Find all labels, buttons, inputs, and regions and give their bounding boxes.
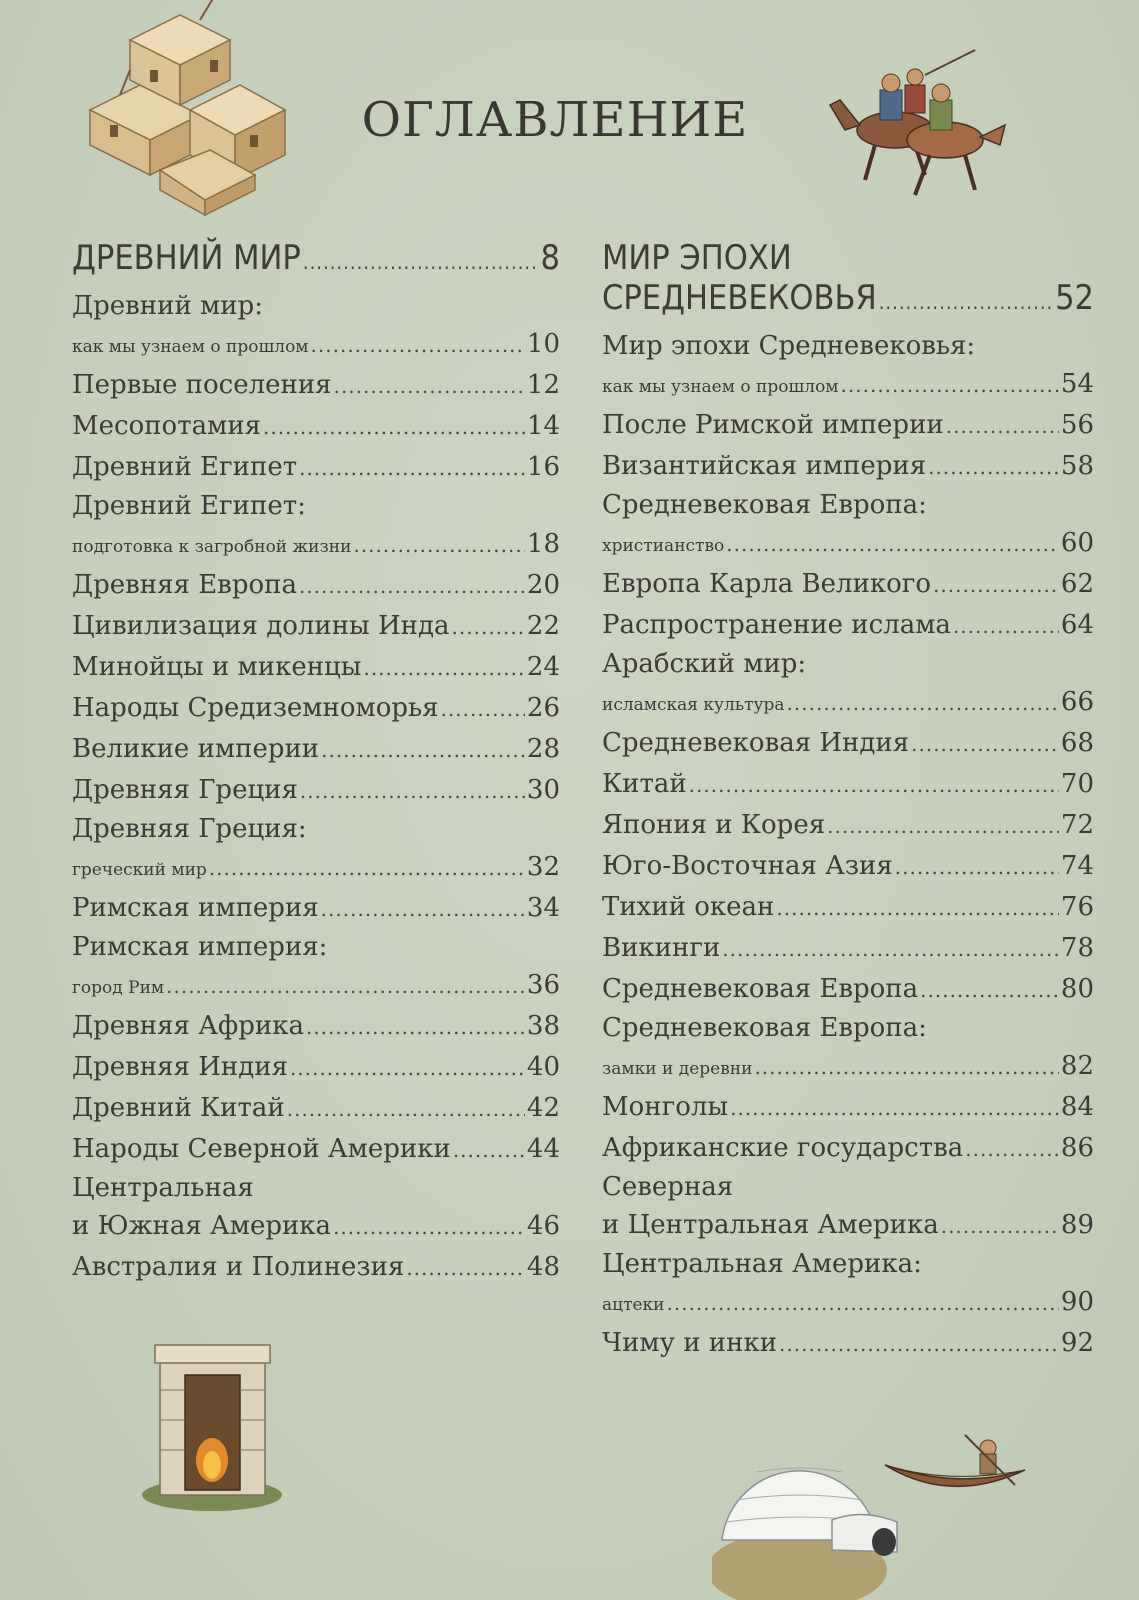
leader-dots <box>263 415 525 439</box>
entry-title: Япония и Корея <box>602 810 826 840</box>
leader-dots <box>363 656 524 680</box>
entry-page-number: 12 <box>526 370 560 400</box>
leader-dots <box>920 978 1059 1002</box>
entry-page-number: 72 <box>1060 810 1094 840</box>
entry-title: христианство <box>602 536 725 556</box>
toc-entry[interactable] <box>602 446 1094 487</box>
leader-dots <box>299 456 525 480</box>
entry-title: исламская культура <box>602 695 785 715</box>
stone-doorway-illustration <box>140 1335 285 1515</box>
entry-page-number: 89 <box>1060 1210 1094 1240</box>
leader-dots <box>299 574 525 598</box>
entry-page-number: 62 <box>1060 569 1094 599</box>
entry-page-number: 84 <box>1060 1092 1094 1122</box>
entry-title: Византийская империя <box>602 451 927 481</box>
entry-title: После Римской империи <box>602 410 944 440</box>
entry-title: Древний Египет: <box>72 491 306 521</box>
leader-dots <box>303 242 539 282</box>
entry-page-number: 68 <box>1060 728 1094 758</box>
entry-page-number: 64 <box>1060 610 1094 640</box>
entry-title: Монголы <box>602 1092 729 1122</box>
entry-title: Древняя Греция: <box>72 814 307 844</box>
entry-title: Средневековая Европа: <box>602 490 927 520</box>
entry-title: Минойцы и микенцы <box>72 652 362 682</box>
leader-dots <box>911 732 1059 756</box>
toc-entry[interactable] <box>72 688 560 729</box>
toc-entry[interactable] <box>602 405 1094 446</box>
leader-dots <box>689 773 1059 797</box>
toc-entry[interactable] <box>602 805 1094 846</box>
entry-title: Месопотамия <box>72 411 262 441</box>
toc-entry[interactable] <box>72 1247 560 1288</box>
toc-entry[interactable] <box>602 1087 1094 1128</box>
toc-entry[interactable] <box>602 846 1094 887</box>
leader-dots <box>406 1256 525 1280</box>
entry-page-number: 36 <box>526 970 560 1000</box>
entry-title: Великие империи <box>72 734 320 764</box>
toc-entry[interactable] <box>72 1006 560 1047</box>
entry-page-number: 44 <box>526 1134 560 1164</box>
toc-entry[interactable] <box>602 646 1094 723</box>
entry-title: Первые поселения <box>72 370 332 400</box>
entry-title: ацтеки <box>602 1295 665 1315</box>
entry-title: Цивилизация долины Инда <box>72 611 450 641</box>
toc-entry[interactable] <box>72 647 560 688</box>
leader-dots <box>779 1332 1059 1356</box>
entry-page-number: 20 <box>526 570 560 600</box>
toc-entry[interactable] <box>602 887 1094 928</box>
leader-dots <box>946 414 1059 438</box>
entry-page-number: 56 <box>1060 410 1094 440</box>
entry-page-number: 22 <box>526 611 560 641</box>
entry-page-number: 60 <box>1060 528 1094 558</box>
entry-title: Центральная Америка: <box>602 1249 922 1279</box>
leader-dots <box>787 691 1059 715</box>
entry-title: Народы Средиземноморья <box>72 693 439 723</box>
toc-entry[interactable] <box>602 928 1094 969</box>
toc-entry[interactable] <box>602 1169 1094 1246</box>
leader-dots <box>166 974 525 998</box>
entry-title: Средневековая Европа <box>602 974 919 1004</box>
leader-dots <box>333 1215 525 1239</box>
toc-entry[interactable] <box>602 1128 1094 1169</box>
entry-page-number: 34 <box>526 893 560 923</box>
entry-title: Средневековая Европа: <box>602 1013 927 1043</box>
toc-entry[interactable] <box>72 729 560 770</box>
leader-dots <box>441 697 525 721</box>
toc-entry[interactable] <box>602 723 1094 764</box>
leader-dots <box>953 614 1059 638</box>
toc-entry[interactable] <box>72 1129 560 1170</box>
leader-dots <box>928 455 1059 479</box>
entry-page-number: 92 <box>1060 1328 1094 1358</box>
toc-entry[interactable] <box>72 565 560 606</box>
entry-title: Древний мир: <box>72 291 264 321</box>
toc-entry[interactable] <box>602 764 1094 805</box>
entry-title: замки и деревни <box>602 1059 753 1079</box>
entry-title: Чиму и инки <box>602 1328 778 1358</box>
entry-page-number: 76 <box>1060 892 1094 922</box>
leader-dots <box>290 1056 525 1080</box>
section-heading-ancient[interactable] <box>72 238 560 282</box>
toc-entry[interactable] <box>72 770 560 811</box>
entry-page-number: 54 <box>1060 369 1094 399</box>
toc-entry[interactable] <box>602 605 1094 646</box>
entry-title: и Центральная Америка <box>602 1210 939 1240</box>
entry-page-number: 46 <box>526 1211 560 1241</box>
leader-dots <box>841 373 1059 397</box>
leader-dots <box>311 333 525 357</box>
entry-title: Европа Карла Великого <box>602 569 932 599</box>
toc-entry-list <box>602 328 1094 1364</box>
entry-page-number: 24 <box>526 652 560 682</box>
leader-dots <box>879 282 1053 322</box>
toc-entry[interactable] <box>72 288 560 365</box>
toc-entry[interactable] <box>602 1010 1094 1087</box>
toc-entry[interactable] <box>602 1246 1094 1323</box>
entry-page-number: 26 <box>526 693 560 723</box>
toc-entry[interactable] <box>72 488 560 565</box>
toc-entry[interactable] <box>72 606 560 647</box>
leader-dots <box>941 1214 1059 1238</box>
entry-title: Викинги <box>602 933 721 963</box>
entry-title: как мы узнаем о прошлом <box>602 377 839 397</box>
entry-page-number: 82 <box>1060 1051 1094 1081</box>
entry-page-number: 40 <box>526 1052 560 1082</box>
leader-dots <box>730 1096 1059 1120</box>
entry-page-number: 78 <box>1060 933 1094 963</box>
entry-page-number: 90 <box>1060 1287 1094 1317</box>
entry-page-number: 14 <box>526 411 560 441</box>
leader-dots <box>726 532 1059 556</box>
section-title: ДРЕВНИЙ МИР <box>72 238 301 278</box>
toc-entry[interactable] <box>72 1088 560 1129</box>
entry-title: греческий мир <box>72 860 207 880</box>
toc-entry[interactable] <box>72 888 560 929</box>
entry-page-number: 66 <box>1060 687 1094 717</box>
leader-dots <box>722 937 1059 961</box>
page-title: ОГЛАВЛЕНИЕ <box>361 92 749 148</box>
entry-title: и Южная Америка <box>72 1211 332 1241</box>
entry-page-number: 18 <box>526 529 560 559</box>
leader-dots <box>306 1015 525 1039</box>
entry-title: Древняя Индия <box>72 1052 288 1082</box>
section-heading-medieval[interactable] <box>602 238 1094 322</box>
entry-title: Юго-Восточная Азия <box>602 851 893 881</box>
leader-dots <box>453 1138 525 1162</box>
entry-page-number: 28 <box>526 734 560 764</box>
toc-column-ancient <box>72 238 560 1288</box>
entry-page-number: 70 <box>1060 769 1094 799</box>
leader-dots <box>827 814 1059 838</box>
leader-dots <box>965 1137 1059 1161</box>
entry-title: Мир эпохи Средневековья: <box>602 331 976 361</box>
leader-dots <box>754 1055 1058 1079</box>
kayak-illustration <box>880 1430 1030 1510</box>
entry-page-number: 38 <box>526 1011 560 1041</box>
leader-dots <box>287 1097 525 1121</box>
entry-title: Тихий океан <box>602 892 775 922</box>
entry-page-number: 42 <box>526 1093 560 1123</box>
entry-page-number: 74 <box>1060 851 1094 881</box>
entry-title: Римская империя: <box>72 932 328 962</box>
toc-entry[interactable] <box>602 487 1094 564</box>
toc-entry[interactable] <box>72 447 560 488</box>
entry-title: Древняя Африка <box>72 1011 304 1041</box>
entry-title: город Рим <box>72 978 165 998</box>
entry-page-number: 30 <box>526 775 560 805</box>
entry-title: Распространение ислама <box>602 610 951 640</box>
entry-title: Арабский мир: <box>602 649 807 679</box>
leader-dots <box>353 533 524 557</box>
toc-entry[interactable] <box>602 564 1094 605</box>
entry-page-number: 16 <box>526 452 560 482</box>
section-page: 8 <box>540 238 560 278</box>
toc-entry[interactable] <box>72 811 560 888</box>
entry-title: Африканские государства <box>602 1133 964 1163</box>
entry-title: Римская империя <box>72 893 319 923</box>
entry-title: Северная <box>602 1172 734 1202</box>
toc-entry[interactable] <box>602 969 1094 1010</box>
toc-entry[interactable] <box>72 406 560 447</box>
section-page: 52 <box>1055 278 1094 318</box>
toc-entry[interactable] <box>72 929 560 1006</box>
entry-title: Средневековая Индия <box>602 728 910 758</box>
toc-entry[interactable] <box>602 328 1094 405</box>
entry-page-number: 10 <box>526 329 560 359</box>
entry-title: Древняя Греция <box>72 775 298 805</box>
pueblo-houses-illustration <box>80 0 295 225</box>
toc-entry[interactable] <box>72 365 560 406</box>
entry-title: Древний Китай <box>72 1093 285 1123</box>
toc-entry-list <box>72 288 560 1288</box>
leader-dots <box>895 855 1059 879</box>
entry-title: подготовка к загробной жизни <box>72 537 352 557</box>
entry-title: Китай <box>602 769 687 799</box>
entry-title: как мы узнаем о прошлом <box>72 337 309 357</box>
leader-dots <box>667 1291 1059 1315</box>
section-title-line1: МИР ЭПОХИ <box>602 238 792 278</box>
entry-page-number: 32 <box>526 852 560 882</box>
section-title-line2: СРЕДНЕВЕКОВЬЯ <box>602 278 877 318</box>
leader-dots <box>209 856 525 880</box>
entry-title: Древняя Европа <box>72 570 297 600</box>
toc-entry[interactable] <box>72 1047 560 1088</box>
entry-title: Центральная <box>72 1173 254 1203</box>
leader-dots <box>776 896 1059 920</box>
leader-dots <box>300 779 525 803</box>
leader-dots <box>452 615 525 639</box>
leader-dots <box>334 374 525 398</box>
entry-page-number: 86 <box>1060 1133 1094 1163</box>
toc-entry[interactable] <box>602 1323 1094 1364</box>
leader-dots <box>933 573 1059 597</box>
horse-riders-illustration <box>825 45 1010 210</box>
entry-page-number: 48 <box>526 1252 560 1282</box>
toc-column-medieval <box>602 238 1094 1364</box>
entry-page-number: 58 <box>1060 451 1094 481</box>
entry-page-number: 80 <box>1060 974 1094 1004</box>
leader-dots <box>321 738 525 762</box>
entry-title: Древний Египет <box>72 452 298 482</box>
toc-entry[interactable] <box>72 1170 560 1247</box>
entry-title: Народы Северной Америки <box>72 1134 451 1164</box>
entry-title: Австралия и Полинезия <box>72 1252 405 1282</box>
leader-dots <box>321 897 525 921</box>
